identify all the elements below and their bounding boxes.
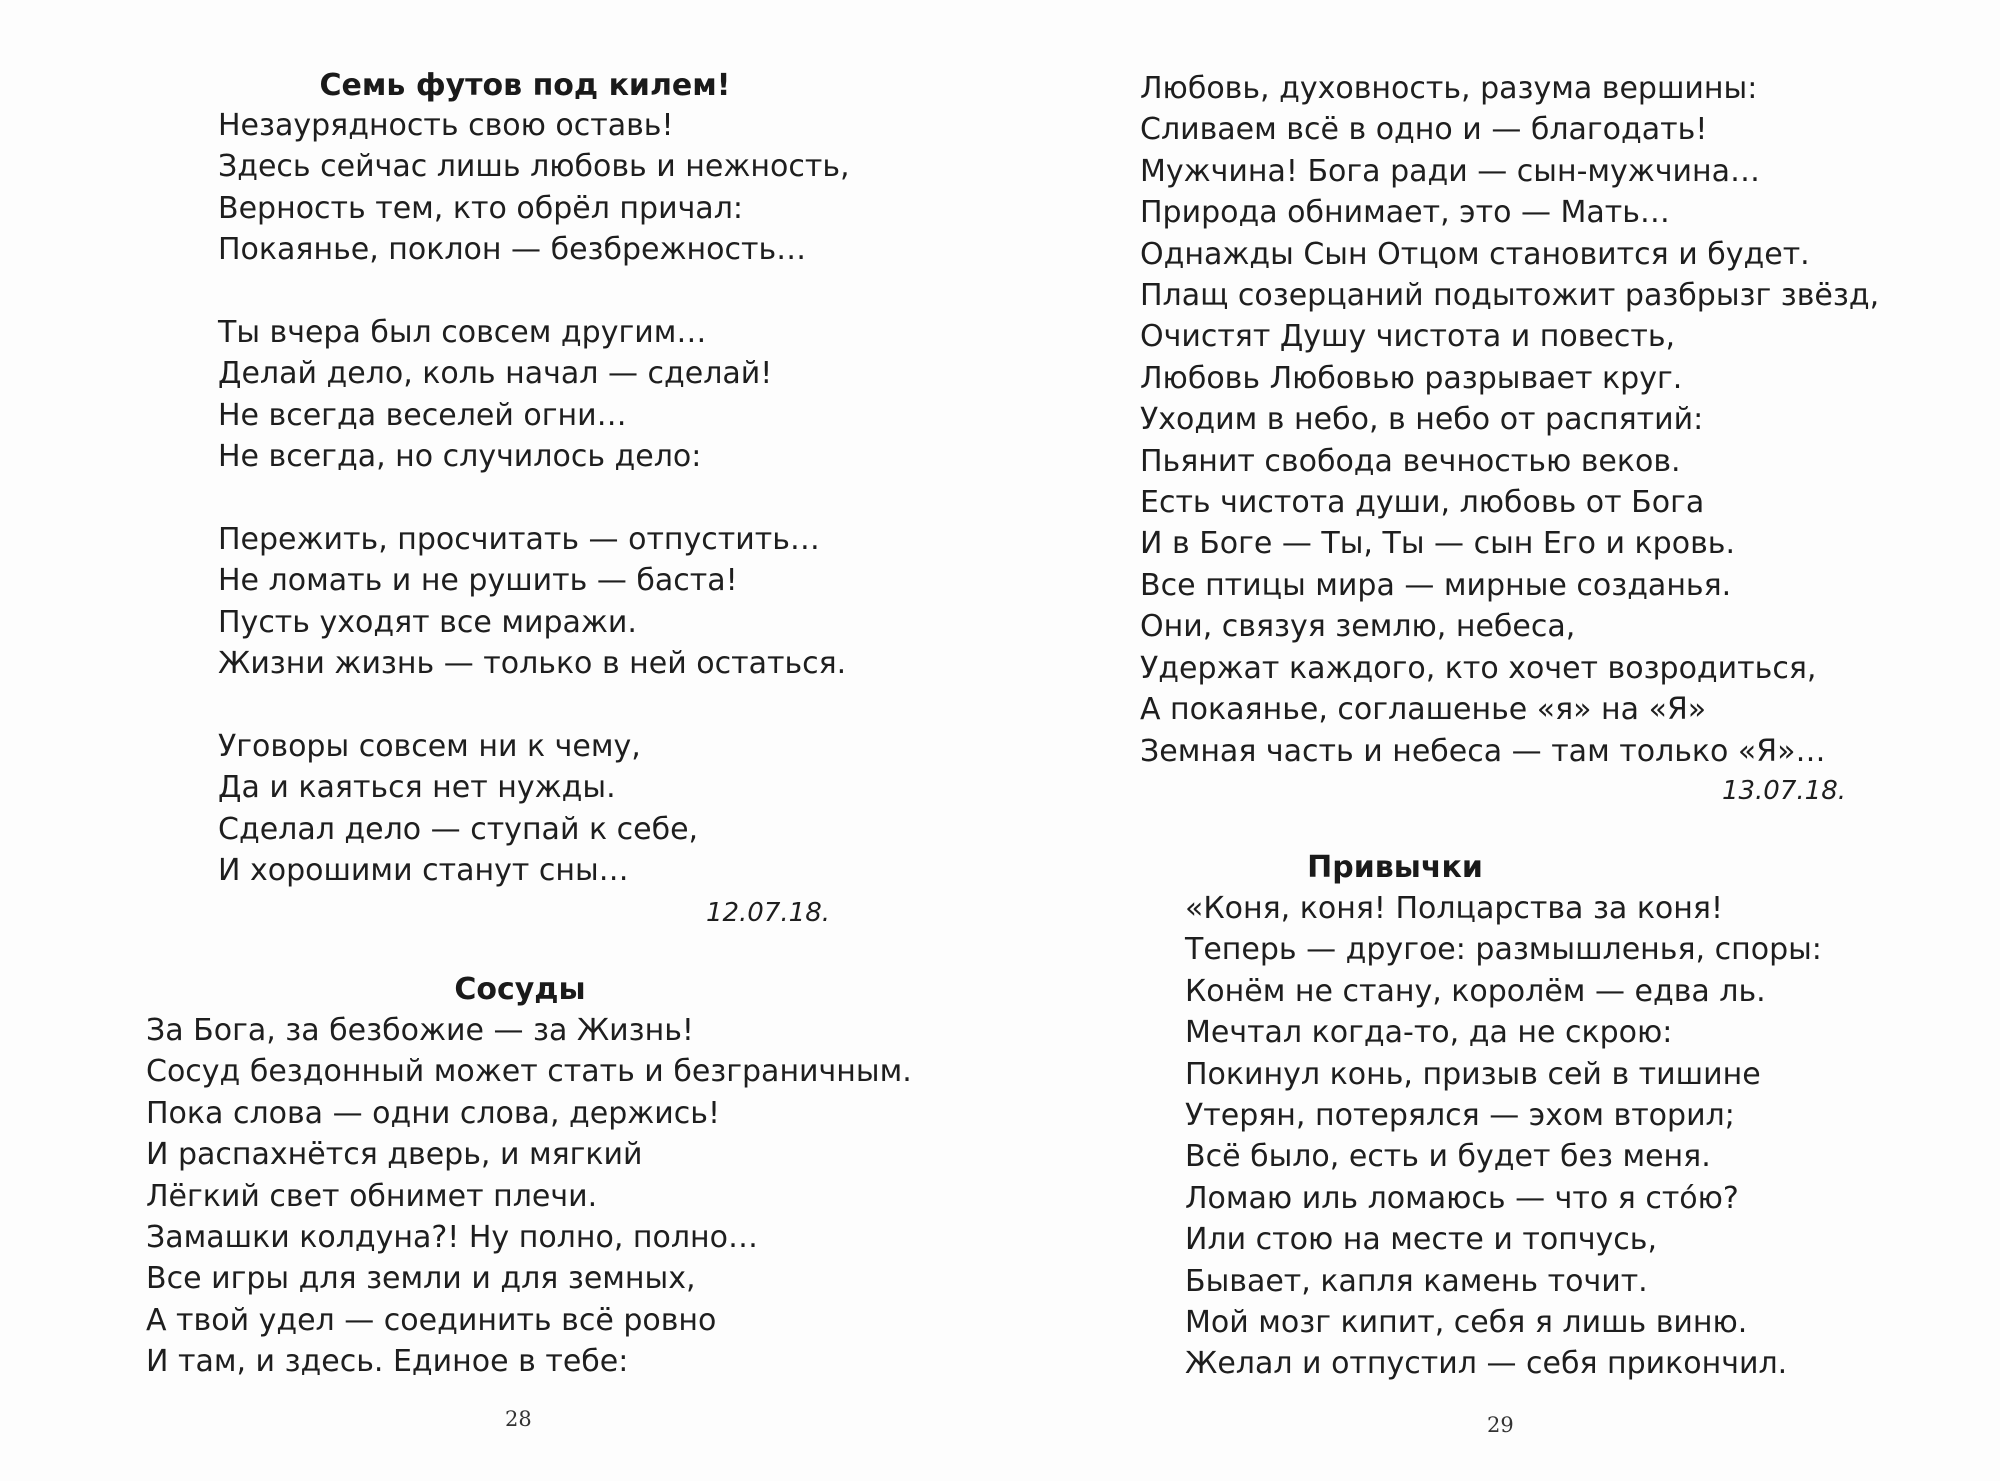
- stanza: [218, 105, 850, 271]
- poem-line: Конём не стану, королём — едва ль.: [1185, 973, 1766, 1009]
- poem-body: [1140, 68, 1880, 772]
- poem-vessels: [146, 970, 912, 1383]
- poem-line: Пока слова — одни слова, держись!: [146, 1095, 720, 1131]
- poem-line: «Коня, коня! Полцарства за коня!: [1185, 891, 1723, 926]
- poem-line: Ты вчера был совсем другим…: [218, 315, 707, 351]
- poem-line: Пусть уходят все миражи.: [218, 604, 637, 640]
- poem-line: Природа обнимает, это — Мать…: [1140, 195, 1670, 231]
- stanza: [218, 519, 847, 685]
- poem-date: 12.07.18.: [705, 897, 830, 928]
- poem-body: [218, 105, 850, 892]
- poem-line: Удержат каждого, кто хочет возродиться,: [1140, 650, 1817, 686]
- poem-line: Уговоры совсем ни к чему,: [218, 729, 641, 765]
- poem-line: Сливаем всё в одно и — благодать!: [1140, 112, 1708, 148]
- poem-line: Покинул конь, призыв сей в тишине: [1185, 1056, 1761, 1092]
- poem-line: И в Боге — Ты, Ты — сын Его и кровь.: [1140, 526, 1735, 562]
- poem-line: Да и каяться нет нужды.: [218, 770, 616, 806]
- poem-line: Очистят Душу чистота и повесть,: [1140, 319, 1676, 355]
- poem-line: За Бога, за безбожие — за Жизнь!: [146, 1013, 694, 1048]
- poem-line: Утерян, потерялся — эхом вторил;: [1185, 1098, 1735, 1134]
- poem-line: Сосуд бездонный может стать и безграничным.: [146, 1054, 912, 1090]
- poem-line: Верность тем, кто обрёл причал:: [218, 190, 743, 226]
- poem-line: Однажды Сын Отцом становится и будет.: [1140, 236, 1810, 272]
- poem-title: Семь футов под килем!: [319, 68, 731, 103]
- poem-line: Земная часть и небеса — там только «Я»…: [1140, 733, 1826, 769]
- poem-line: Они, связуя землю, небеса,: [1140, 609, 1576, 645]
- poem-line: Или стою на месте и топчусь,: [1185, 1222, 1658, 1258]
- poem-line: Мой мозг кипит, себя я лишь виню.: [1185, 1305, 1748, 1341]
- poem-line: Здесь сейчас лишь любовь и нежность,: [218, 149, 850, 185]
- poem-line: Мужчина! Бога ради — сын-мужчина…: [1140, 153, 1761, 189]
- poem-line: И там, и здесь. Единое в тебе:: [146, 1344, 629, 1380]
- poem-line: Ломаю иль ломаюсь — что я сто́ю?: [1185, 1180, 1739, 1216]
- page-number-left: 28: [505, 1407, 532, 1431]
- page-number-right: 29: [1487, 1413, 1514, 1437]
- poem-line: Любовь, духовность, разума вершины:: [1140, 71, 1758, 106]
- poem-line: Любовь Любовью разрывает круг.: [1140, 360, 1683, 396]
- poem-date: 13.07.18.: [1721, 775, 1846, 806]
- poem-line: А покаянье, соглашенье «я» на «Я»: [1140, 692, 1707, 728]
- poem-line: Теперь — другое: размышленья, споры:: [1185, 932, 1822, 968]
- poem-line: И распахнётся дверь, и мягкий: [146, 1137, 643, 1173]
- poem-line: Делай дело, коль начал — сделай!: [218, 356, 773, 392]
- poem-line: Всё было, есть и будет без меня.: [1185, 1139, 1711, 1175]
- poem-seven-feet: [218, 66, 850, 930]
- poem-line: Мечтал когда-то, да не скрою:: [1185, 1015, 1673, 1051]
- poem-line: Не ломать и не рушить — баста!: [218, 563, 738, 599]
- stanza: [218, 312, 838, 478]
- poem-line: Не всегда, но случилось дело:: [218, 439, 702, 475]
- poem-line: Все птицы мира — мирные созданья.: [1140, 567, 1732, 603]
- poem-line: Бывает, капля камень точит.: [1185, 1263, 1648, 1299]
- poem-line: Покаянье, поклон — безбрежность…: [218, 232, 807, 268]
- poem-title: Привычки: [1307, 850, 1483, 885]
- poem-title: Сосуды: [454, 972, 586, 1007]
- poem-line: Не всегда веселей огни…: [218, 397, 627, 433]
- poem-line: А твой удел — соединить всё ровно: [146, 1302, 717, 1338]
- poem-line: Есть чистота души, любовь от Бога: [1140, 485, 1705, 521]
- stanza: [218, 726, 838, 892]
- poem-continuation: [1140, 68, 1880, 808]
- poem-line: Пьянит свобода вечностью веков.: [1140, 443, 1681, 479]
- poem-line: Желал и отпустил — себя прикончил.: [1185, 1346, 1788, 1382]
- poem-line: Незаурядность свою оставь!: [218, 108, 674, 143]
- poem-line: И хорошими станут сны…: [218, 853, 629, 889]
- poem-line: Все игры для земли и для земных,: [146, 1261, 696, 1297]
- poem-body: [1185, 888, 1885, 1385]
- poem-line: Лёгкий свет обнимет плечи.: [146, 1178, 598, 1214]
- poem-line: Замашки колдуна?! Ну полно, полно…: [146, 1220, 759, 1256]
- poem-line: Пережить, просчитать — отпустить…: [218, 522, 820, 558]
- poem-body: [146, 1010, 912, 1383]
- poem-line: Сделал дело — ступай к себе,: [218, 811, 699, 847]
- poem-line: Плащ созерцаний подытожит разбрызг звёзд,: [1140, 278, 1880, 314]
- poem-habits: [1185, 848, 1885, 1385]
- poem-line: Уходим в небо, в небо от распятий:: [1140, 402, 1704, 438]
- poem-line: Жизни жизнь — только в ней остаться.: [218, 646, 847, 682]
